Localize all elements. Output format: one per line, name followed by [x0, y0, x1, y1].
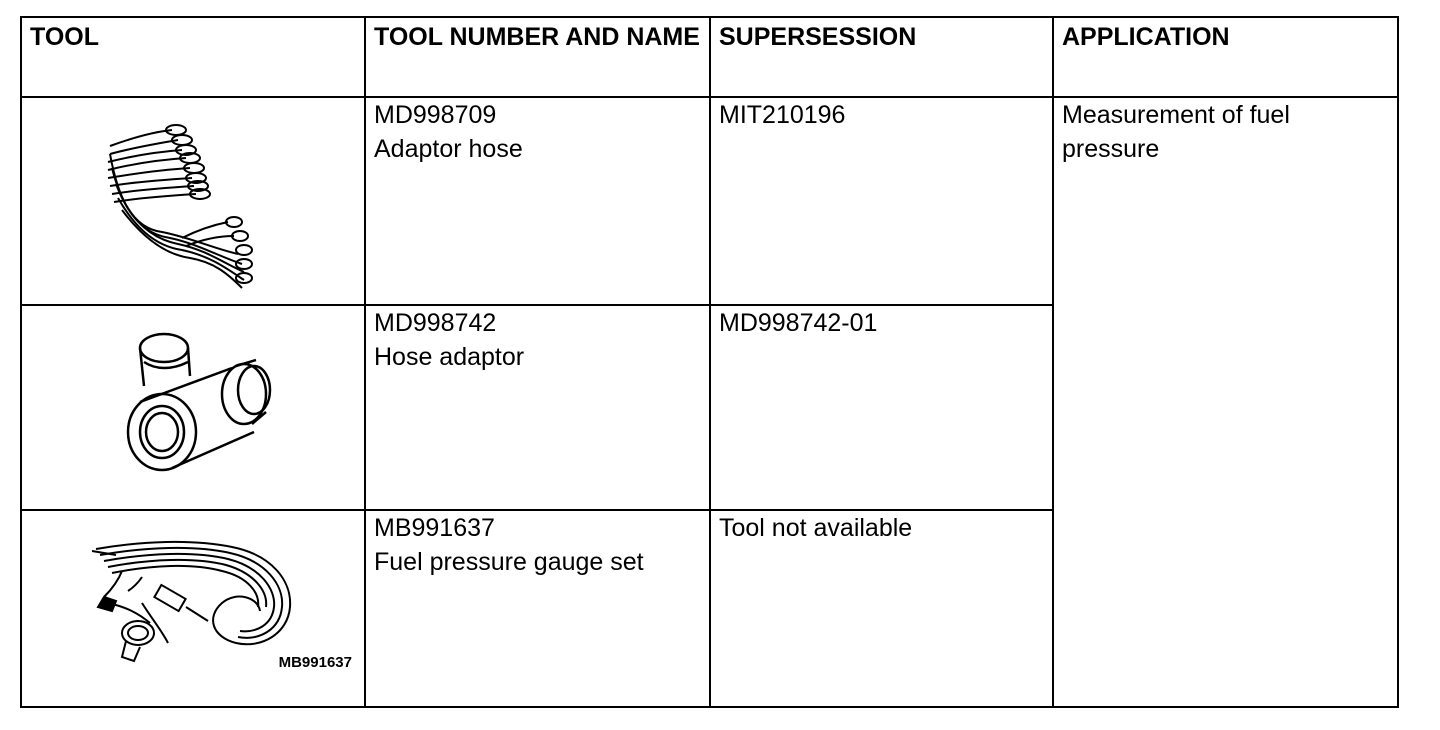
adaptor-hose-harness-icon: [22, 98, 362, 302]
tool-image-cell: [21, 510, 365, 707]
header-row: [21, 17, 1398, 97]
supersession-value: MIT210196: [719, 101, 846, 129]
supersession-cell: [710, 97, 1053, 305]
special-tools-table: [20, 16, 1399, 708]
tool-number: MD998709: [374, 101, 497, 129]
tool-number-cell: [365, 510, 710, 707]
supersession-cell: [710, 305, 1053, 510]
tool-image-label: MB991637: [278, 654, 352, 671]
tool-name: Hose adaptor: [374, 343, 525, 371]
supersession-cell: [710, 510, 1053, 707]
tool-number-cell: [365, 305, 710, 510]
supersession-value: Tool not available: [719, 514, 913, 542]
tool-number: MD998742: [374, 309, 497, 337]
header-application: APPLICATION: [1053, 17, 1398, 97]
table-row: [21, 97, 1398, 305]
tool-image-cell: [21, 97, 365, 305]
tool-image-cell: [21, 305, 365, 510]
application-cell: [1053, 97, 1398, 707]
tool-name: Fuel pressure gauge set: [374, 548, 644, 576]
tool-name: Adaptor hose: [374, 135, 523, 163]
tool-number-cell: [365, 97, 710, 305]
application-value: Measurement of fuel pressure: [1062, 101, 1290, 163]
supersession-value: MD998742-01: [719, 309, 878, 337]
header-tool-number-and-name: TOOL NUMBER AND NAME: [365, 17, 710, 97]
header-tool: TOOL: [21, 17, 365, 97]
tool-number: MB991637: [374, 514, 495, 542]
hose-adaptor-icon: [22, 306, 362, 506]
header-supersession: SUPERSESSION: [710, 17, 1053, 97]
